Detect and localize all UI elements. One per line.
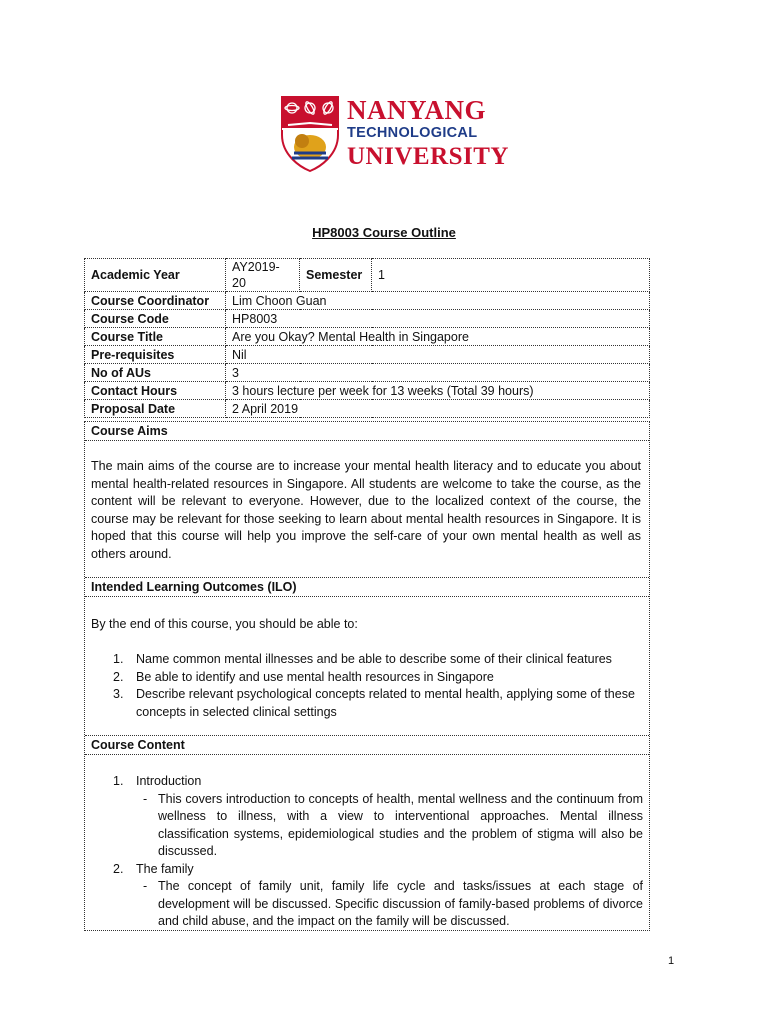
- row-label: Contact Hours: [85, 382, 226, 400]
- row-label: Course Title: [85, 328, 226, 346]
- semester-label: Semester: [300, 259, 372, 292]
- logo-line-1: NANYANG: [347, 95, 487, 125]
- course-aims-heading: Course Aims: [85, 422, 649, 441]
- dash-bullet: -: [143, 879, 148, 893]
- row-value: 3 hours lecture per week for 13 weeks (Total 39 hours): [226, 382, 650, 400]
- list-text: Name common mental illnesses and be able to describe some of their clinical features: [136, 652, 612, 666]
- course-aims-text: The main aims of the course are to increase your mental health literacy and to educate you about mental health-related resources in Singapore. All students are welcome to take the course, as the content will be relevant to everyone. However, due to the localized context of the course, the course may be relevant for those seeking to learn about mental health resources in Singapore. It is hoped that this course will help you improve the self-care of your own mental health as well as others around.: [91, 459, 641, 561]
- list-item: [91, 861, 643, 879]
- academic-year-value: AY2019-20: [226, 259, 300, 292]
- topic-description: [91, 878, 643, 931]
- list-number: 1.: [113, 774, 124, 788]
- ilo-list: [91, 651, 643, 721]
- ntu-crest-icon: [280, 95, 340, 173]
- logo-line-2: TECHNOLOGICAL: [347, 125, 478, 141]
- table-row: [85, 328, 650, 346]
- ilo-heading: Intended Learning Outcomes (ILO): [85, 578, 649, 597]
- row-label: No of AUs: [85, 364, 226, 382]
- academic-year-label: Academic Year: [85, 259, 226, 292]
- course-details-box: [84, 421, 650, 931]
- list-text: Describe relevant psychological concepts related to mental health, applying some of these concepts in selected clinical settings: [136, 687, 635, 719]
- logo-line-3: UNIVERSITY: [347, 142, 509, 170]
- table-row: [85, 292, 650, 310]
- ntu-wordmark: [347, 95, 509, 170]
- list-item: [91, 773, 643, 791]
- table-row: [85, 364, 650, 382]
- row-value: Lim Choon Guan: [226, 292, 650, 310]
- topic-description-text: This covers introduction to concepts of health, mental wellness and the continuum from wellness to illness, with a view to interventional approaches. Mental illness classification systems, epidemiological studies and the problem of stigma will also be discussed.: [158, 791, 643, 858]
- row-label: Proposal Date: [85, 400, 226, 418]
- table-row: [85, 259, 650, 292]
- list-item: [91, 651, 643, 669]
- row-label: Course Coordinator: [85, 292, 226, 310]
- row-value: Nil: [226, 346, 650, 364]
- row-value: Are you Okay? Mental Health in Singapore: [226, 328, 650, 346]
- page-number: 1: [668, 955, 675, 967]
- list-item: [91, 686, 643, 721]
- ntu-logo: [280, 95, 509, 175]
- row-value: 2 April 2019: [226, 400, 650, 418]
- course-content-heading: Course Content: [85, 736, 649, 755]
- topic-title: The family: [136, 861, 194, 876]
- table-row: [85, 382, 650, 400]
- row-label: Pre-requisites: [85, 346, 226, 364]
- list-text: Be able to identify and use mental health resources in Singapore: [136, 669, 494, 684]
- dash-bullet: -: [143, 791, 148, 806]
- topic-title: Introduction: [136, 774, 202, 788]
- list-number: 2.: [113, 861, 124, 876]
- table-row: [85, 400, 650, 418]
- document-title: HP8003 Course Outline: [312, 225, 456, 240]
- list-number: 1.: [113, 652, 124, 666]
- list-number: 2.: [113, 669, 124, 684]
- row-label: Course Code: [85, 310, 226, 328]
- course-content-list: [91, 773, 643, 931]
- row-value: HP8003: [226, 310, 650, 328]
- table-row: [85, 310, 650, 328]
- ilo-intro: By the end of this course, you should be able to:: [91, 617, 358, 631]
- row-value: 3: [226, 364, 650, 382]
- course-info-table: [84, 258, 650, 418]
- table-row: [85, 346, 650, 364]
- topic-description: [91, 791, 643, 861]
- topic-description-text: The concept of family unit, family life cycle and tasks/issues at each stage of development will be discussed. Specific discussion of family-based problems of divorce and child abuse, and the impact on the family will be discussed.: [158, 879, 643, 928]
- list-item: [91, 669, 643, 687]
- semester-value: 1: [372, 259, 650, 292]
- list-number: 3.: [113, 687, 124, 701]
